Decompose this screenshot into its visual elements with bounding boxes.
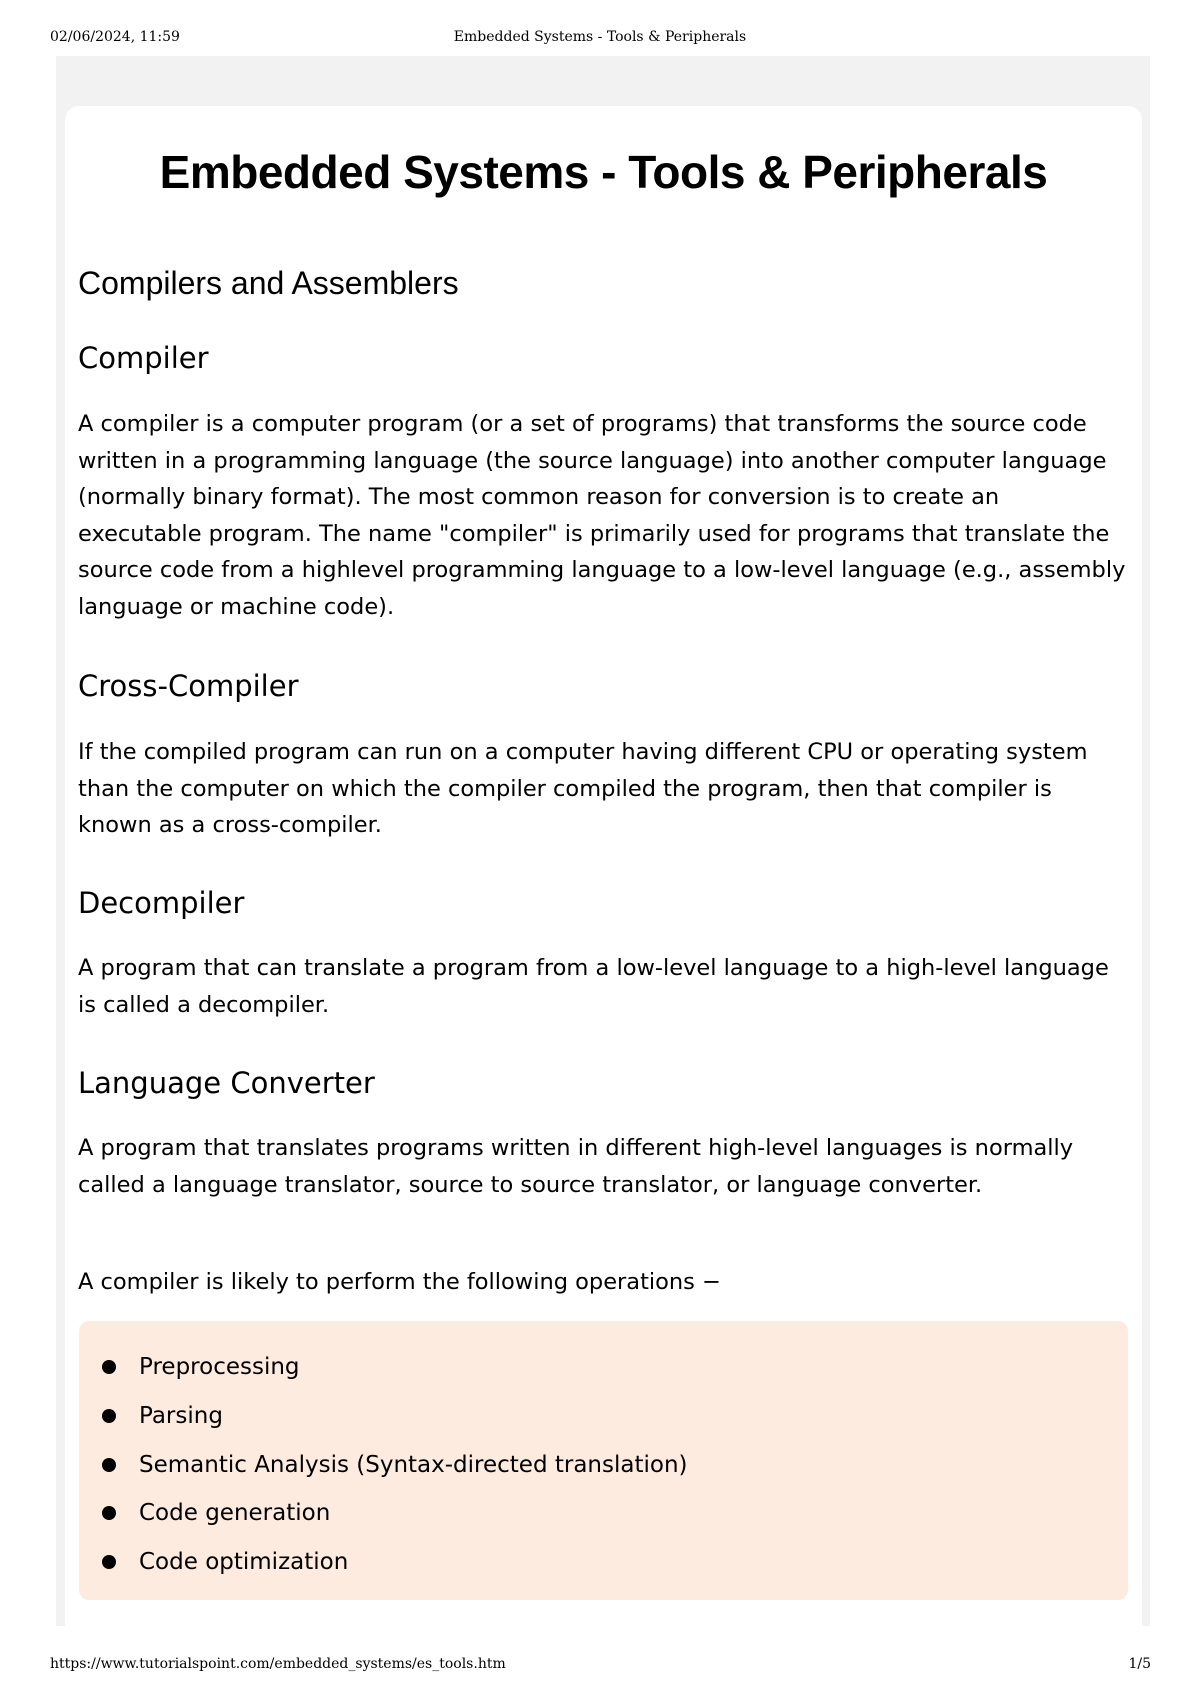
list-item-label: Preprocessing xyxy=(139,1354,300,1380)
heading-decompiler: Decompiler xyxy=(78,886,245,920)
list-item xyxy=(79,1493,688,1542)
bullet-icon xyxy=(102,1360,116,1374)
heading-language-converter: Language Converter xyxy=(78,1066,375,1100)
bullet-icon xyxy=(102,1555,116,1569)
print-url-link[interactable]: https://www.tutorialspoint.com/embedded_systems/es_tools.htm xyxy=(50,1656,506,1672)
bullet-icon xyxy=(102,1409,116,1423)
list-item-label: Code generation xyxy=(139,1500,331,1527)
list-item xyxy=(79,1396,688,1445)
operations-list-box xyxy=(79,1321,1128,1600)
heading-cross-compiler: Cross-Compiler xyxy=(78,669,299,703)
paragraph-language-converter: A program that translates programs written in different high-level languages is normally called a language translator, source to source translator, or language converter. xyxy=(78,1135,1074,1198)
list-item-label: Code optimization xyxy=(139,1549,349,1576)
list-item-label: Semantic Analysis (Syntax-directed translation) xyxy=(139,1451,688,1478)
list-item xyxy=(79,1347,688,1396)
print-datetime: 02/06/2024, 11:59 xyxy=(50,29,180,45)
print-page-title: Embedded Systems - Tools & Peripherals xyxy=(453,29,747,45)
list-item xyxy=(79,1542,688,1591)
paragraph-cross-compiler: If the compiled program can run on a computer having different CPU or operating system than the computer on which the compiler compiled the program, then that compiler is known as a cross-compiler. xyxy=(78,739,1088,838)
print-page-number: 1/5 xyxy=(1128,1656,1151,1672)
bullet-icon xyxy=(102,1458,116,1472)
paragraph-decompiler: A program that can translate a program from a low-level language to a high-level language is called a decompiler. xyxy=(78,955,1109,1018)
list-item-label: Parsing xyxy=(139,1402,223,1429)
print-footer xyxy=(0,1656,1200,1676)
bullet-icon xyxy=(102,1506,116,1520)
article-title: Embedded Systems - Tools & Peripherals xyxy=(159,146,1048,198)
operations-list xyxy=(79,1347,688,1591)
section-heading-compilers-assemblers: Compilers and Assemblers xyxy=(78,265,459,301)
heading-compiler: Compiler xyxy=(78,341,209,375)
paragraph-compiler: A compiler is a computer program (or a set of programs) that transforms the source code written in a programming language (the source language) into another computer language (normally binary format). The most common reason for conversion is to create an executable program. The name "compiler" is primarily used for programs that translate the source code from a highlevel programming language to a low-level language (e.g., assembly language or machine code). xyxy=(78,411,1126,620)
print-header xyxy=(0,29,1200,49)
paragraph-operations-intro: A compiler is likely to perform the following operations − xyxy=(78,1269,721,1295)
list-item xyxy=(79,1445,688,1494)
